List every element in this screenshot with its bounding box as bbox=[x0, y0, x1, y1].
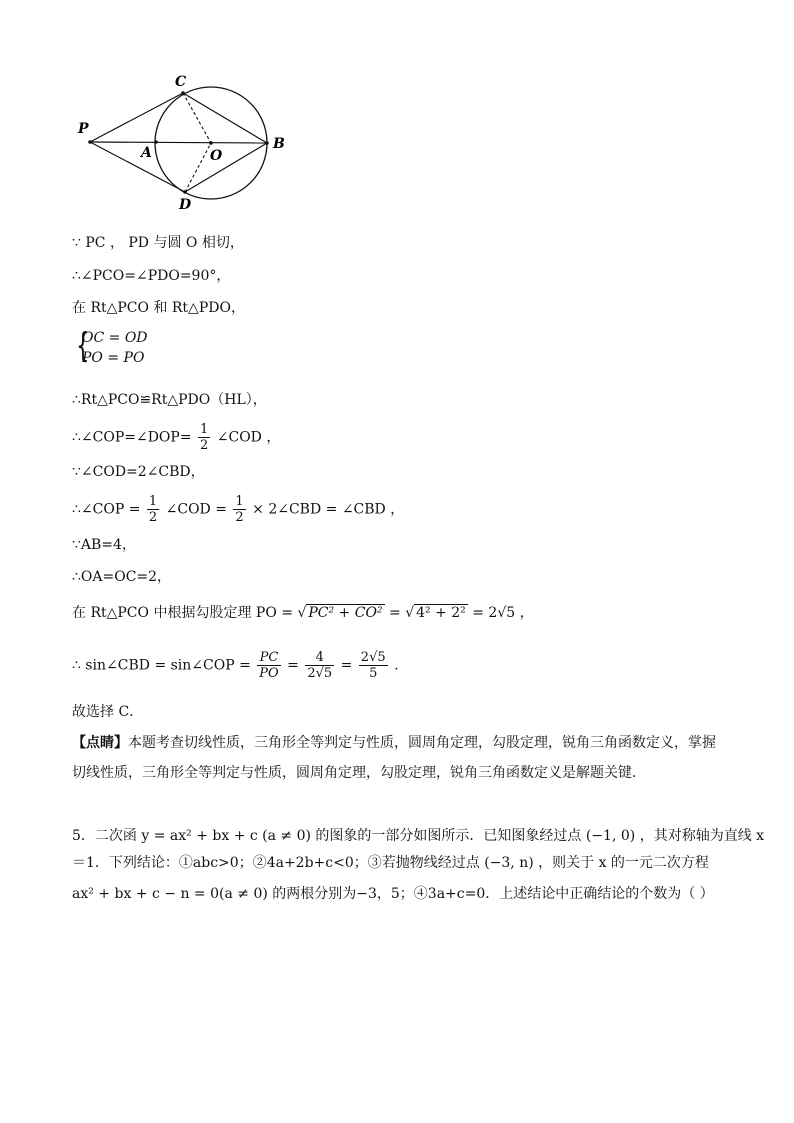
label-a: A bbox=[141, 145, 152, 161]
fraction-numerator: PC bbox=[257, 650, 280, 666]
comment-paragraph bbox=[72, 728, 722, 788]
fraction-half-2 bbox=[233, 494, 245, 525]
fraction-numerator: 1 bbox=[200, 422, 209, 437]
label-d: D bbox=[179, 197, 192, 213]
segment-pb bbox=[90, 142, 267, 143]
fraction-half-1 bbox=[147, 494, 159, 525]
problem5-line-1: 5．二次函 y = ax² + bx + c (a ≠ 0) 的图象的一部分如图所示．已知图象经过点 (−1, 0) ，其对称轴为直线 x bbox=[72, 828, 765, 844]
solution-line-3: 在 Rt△PCO 和 Rt△PDO， bbox=[72, 300, 245, 316]
solution-line-9: ∴OA=OC=2， bbox=[72, 569, 172, 585]
fraction-denominator: 2√5 bbox=[307, 666, 333, 681]
solution-line-10: 在 Rt△PCO 中根据勾股定理 PO = √ PC² + CO² = √ 4² + 2² = 2√5 ， bbox=[72, 605, 534, 621]
system-row-1: OC = OD bbox=[82, 330, 148, 346]
comment-text: 本题考查切线性质，三角形全等判定与性质，圆周角定理，勾股定理，锐角三角函数定义，掌握切线性质，三角形全等判定与性质，圆周角定理，勾股定理，锐角三角函数定义是解题关键． bbox=[72, 735, 716, 781]
line11-post: . bbox=[394, 657, 399, 674]
solution-line-2: ∴∠PCO=∠PDO=90°， bbox=[72, 268, 231, 284]
radical-2: 4² + 2² bbox=[416, 605, 466, 621]
problem5-line-2: ＝1．下列结论：①abc>0；②4a+2b+c<0；③若抛物线经过点 (−3, n) ，则关于 x 的一元二次方程 bbox=[72, 855, 709, 871]
problem5-line-3: ax² + bx + c − n = 0(a ≠ 0) 的两根分别为−3，5；④3a+c=0．上述结论中正确结论的个数为（ ） bbox=[72, 886, 714, 902]
line5-post: ∠COD ， bbox=[216, 429, 281, 446]
segment-co bbox=[183, 93, 211, 143]
equation-system: { OC = OD PO = PO bbox=[76, 326, 148, 366]
line7-pre: ∴∠COP = bbox=[72, 501, 141, 518]
comment-tag: 【点睛】 bbox=[72, 735, 128, 751]
fraction-numerator: 2√5 bbox=[360, 650, 386, 665]
fraction-pc-po bbox=[257, 650, 280, 681]
fraction-half bbox=[198, 422, 210, 453]
line5-pre: ∴∠COP=∠DOP= bbox=[72, 429, 192, 446]
point-a bbox=[154, 140, 158, 144]
fraction-denominator: PO bbox=[259, 666, 279, 681]
fraction-numerator: 1 bbox=[148, 494, 158, 509]
line7-post: × 2∠CBD = ∠CBD ， bbox=[252, 501, 405, 518]
fraction-4-2root5 bbox=[305, 650, 334, 681]
radical-1: PC² + CO² bbox=[308, 605, 383, 621]
solution-line-11 bbox=[72, 650, 399, 681]
solution-line-5 bbox=[72, 422, 280, 453]
solution-line-7 bbox=[72, 494, 404, 525]
line11-pre: ∴ sin∠CBD = sin∠COP = bbox=[72, 657, 251, 674]
point-p bbox=[88, 140, 92, 144]
line11-eq2: = bbox=[340, 657, 353, 674]
fraction-denominator: 2 bbox=[148, 510, 158, 525]
segment-pd bbox=[90, 142, 185, 192]
segment-cb bbox=[183, 93, 267, 143]
line11-eq1: = bbox=[287, 657, 299, 674]
answer-line: 故选择 C． bbox=[72, 704, 144, 720]
label-o: O bbox=[210, 148, 223, 164]
solution-line-4: ∴Rt△PCO≌Rt△PDO（HL）， bbox=[72, 392, 267, 408]
line10-eq: = bbox=[389, 605, 401, 621]
solution-line-8: ∵AB=4， bbox=[72, 537, 136, 553]
point-c bbox=[181, 91, 185, 95]
line10-post: = 2√5 ， bbox=[472, 605, 534, 621]
fraction-denominator: 2 bbox=[235, 510, 244, 525]
line10-pre: 在 Rt△PCO 中根据勾股定理 PO = bbox=[72, 605, 293, 621]
fraction-2root5-5 bbox=[359, 650, 388, 681]
fraction-numerator: 4 bbox=[305, 650, 334, 666]
label-c: C bbox=[175, 74, 187, 90]
segment-pc bbox=[90, 93, 183, 142]
label-p: P bbox=[78, 121, 89, 137]
system-row-2: PO = PO bbox=[82, 350, 145, 366]
solution-line-1: ∵ PC ， PD 与圆 O 相切， bbox=[72, 235, 244, 251]
point-b bbox=[265, 141, 269, 145]
fraction-numerator: 1 bbox=[235, 494, 244, 509]
fraction-denominator: 5 bbox=[369, 666, 378, 681]
fraction-denominator: 2 bbox=[200, 438, 209, 453]
segment-db bbox=[185, 143, 267, 192]
line7-mid: ∠COD = bbox=[165, 501, 227, 518]
geometry-diagram bbox=[70, 70, 310, 220]
point-d bbox=[183, 190, 187, 194]
point-o bbox=[209, 141, 213, 145]
solution-line-6: ∵∠COD=2∠CBD， bbox=[72, 464, 205, 480]
label-b: B bbox=[273, 136, 285, 152]
